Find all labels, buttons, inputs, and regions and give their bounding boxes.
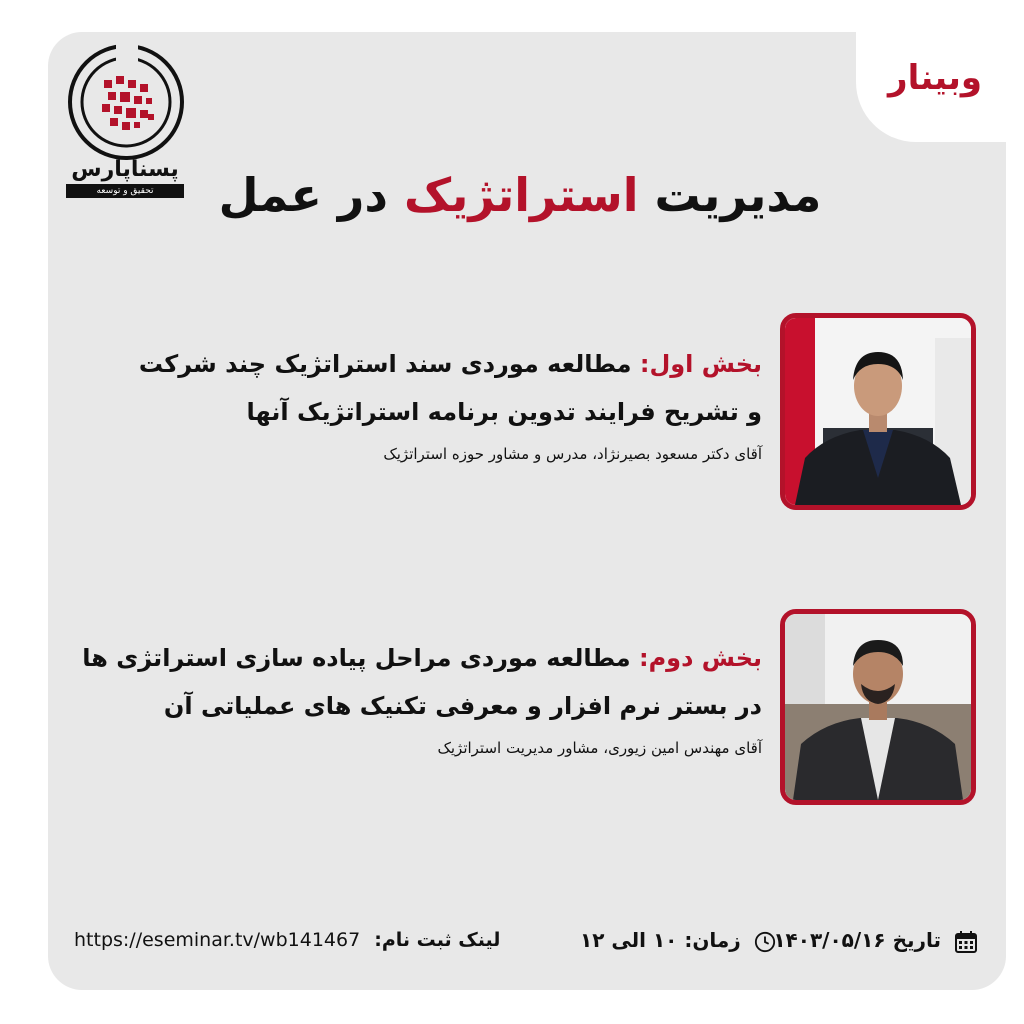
section-1-label: بخش اول: bbox=[639, 350, 762, 378]
webinar-badge-text: وبینار bbox=[888, 58, 982, 98]
section-2-topic-1: مطالعه موردی مراحل پیاده سازی استراتژی ها bbox=[82, 644, 631, 672]
footer-link bbox=[74, 922, 500, 958]
footer-date bbox=[773, 922, 978, 958]
section-2-speaker: آقای مهندس امین زیوری، مشاور مدیریت استراتژیک bbox=[437, 739, 762, 757]
section-2 bbox=[42, 634, 762, 760]
registration-url[interactable]: https://eseminar.tv/wb141467 bbox=[74, 929, 361, 951]
time-label: زمان: bbox=[684, 928, 741, 952]
registration-label: لینک ثبت نام: bbox=[374, 929, 501, 951]
title-part2: در عمل bbox=[218, 168, 389, 222]
date-label: تاریخ bbox=[892, 928, 942, 952]
section-1-line-1 bbox=[42, 340, 762, 388]
time-value: ۱۰ الی ۱۲ bbox=[580, 928, 678, 952]
speaker-2-image bbox=[785, 614, 971, 800]
webinar-badge bbox=[856, 32, 1006, 142]
title-part1: مدیریت bbox=[654, 168, 822, 222]
footer bbox=[60, 922, 980, 958]
speaker-1-image bbox=[785, 318, 971, 505]
section-2-line-1 bbox=[42, 634, 762, 682]
section-1-topic-1: مطالعه موردی سند استراتژیک چند شرکت bbox=[138, 350, 632, 378]
section-1 bbox=[42, 340, 762, 466]
calendar-icon bbox=[954, 930, 978, 954]
speaker-photo-2 bbox=[780, 609, 976, 805]
page-title bbox=[200, 168, 840, 222]
section-1-speaker: آقای دکتر مسعود بصیرنژاد، مدرس و مشاور حوزه استراتژیک bbox=[383, 445, 762, 463]
section-2-line-2: در بستر نرم افزار و معرفی تکنیک های عملیاتی آن bbox=[163, 692, 762, 720]
title-accent: استراتژیک bbox=[404, 168, 639, 222]
logo-subtitle: تحقیق و توسعه bbox=[66, 184, 184, 198]
footer-time bbox=[580, 922, 776, 958]
clock-icon bbox=[754, 931, 776, 953]
section-2-label: بخش دوم: bbox=[638, 644, 762, 672]
speaker-photo-1 bbox=[780, 313, 976, 510]
section-1-line-2: و تشریح فرایند تدوین برنامه استراتژیک آنها bbox=[246, 398, 762, 426]
logo-name: پسناپارس bbox=[71, 157, 179, 182]
date-value: ۱۴۰۳/۰۵/۱۶ bbox=[773, 928, 886, 952]
